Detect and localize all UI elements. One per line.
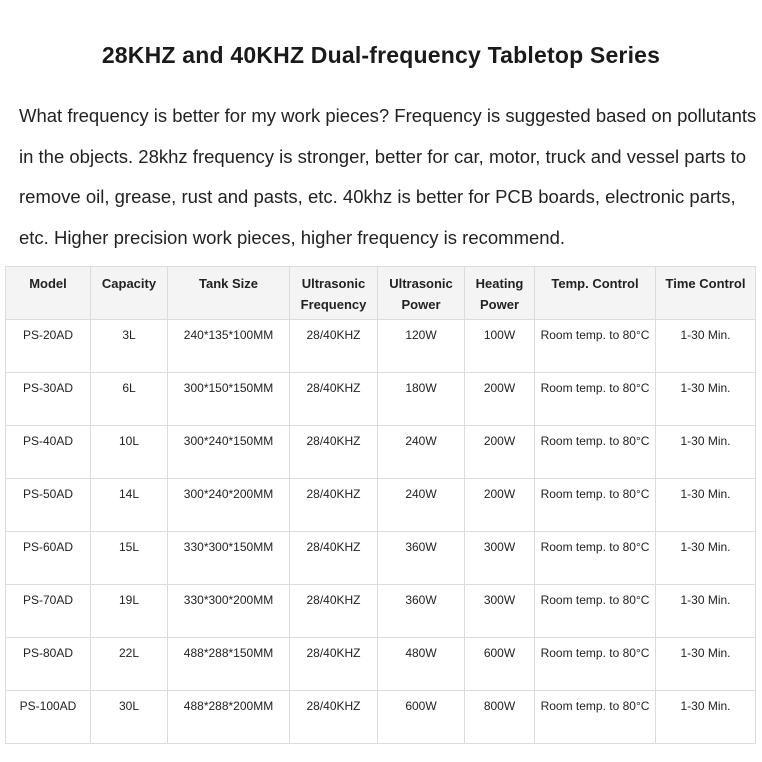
table-cell: 240W [378,426,465,479]
table-cell: 1-30 Min. [656,691,756,744]
column-header: Capacity [91,267,168,320]
table-cell: 480W [378,638,465,691]
table-cell: Room temp. to 80°C [535,320,656,373]
table-cell: 200W [465,479,535,532]
intro-paragraph: What frequency is better for my work pieces? Frequency is suggested based on pollutants in the objects. 28khz frequency is stronger, better for car, motor, truck and vessel parts to remove oil, grease, rust and pasts, etc. 40khz is better for PCB boards, electronic parts, etc. Higher precision work pieces, higher frequency is recommend. [19,105,757,248]
table-cell: 6L [91,373,168,426]
specs-table [5,266,756,744]
table-cell: 19L [91,585,168,638]
table-cell: 1-30 Min. [656,638,756,691]
table-cell: 120W [378,320,465,373]
table-cell: 28/40KHZ [290,532,378,585]
table-cell: PS-60AD [6,532,91,585]
column-header: Ultrasonic Frequency [290,267,378,320]
table-body [6,320,756,744]
table-cell: 28/40KHZ [290,691,378,744]
table-row [6,638,756,691]
table-cell: 28/40KHZ [290,638,378,691]
table-row [6,320,756,373]
column-header: Ultrasonic Power [378,267,465,320]
table-cell: 28/40KHZ [290,320,378,373]
table-cell: 300*240*150MM [168,426,290,479]
table-cell: 1-30 Min. [656,426,756,479]
table-cell: 800W [465,691,535,744]
column-header: Temp. Control [535,267,656,320]
table-cell: 240W [378,479,465,532]
column-header: Tank Size [168,267,290,320]
table-cell: 28/40KHZ [290,373,378,426]
column-header: Heating Power [465,267,535,320]
table-cell: 1-30 Min. [656,373,756,426]
table-cell: 300*150*150MM [168,373,290,426]
table-cell: 300*240*200MM [168,479,290,532]
table-cell: 200W [465,426,535,479]
table-cell: 22L [91,638,168,691]
table-cell: PS-50AD [6,479,91,532]
table-cell: 488*288*150MM [168,638,290,691]
table-cell: 28/40KHZ [290,426,378,479]
table-cell: 14L [91,479,168,532]
table-cell: 28/40KHZ [290,479,378,532]
table-cell: Room temp. to 80°C [535,373,656,426]
table-cell: PS-20AD [6,320,91,373]
table-cell: 15L [91,532,168,585]
table-row [6,585,756,638]
table-cell: PS-70AD [6,585,91,638]
table-cell: 1-30 Min. [656,479,756,532]
table-cell: 360W [378,532,465,585]
table-cell: 240*135*100MM [168,320,290,373]
table-cell: 600W [465,638,535,691]
table-cell: 330*300*150MM [168,532,290,585]
table-cell: Room temp. to 80°C [535,638,656,691]
table-cell: 100W [465,320,535,373]
table-cell: 30L [91,691,168,744]
table-cell: 488*288*200MM [168,691,290,744]
table-cell: Room temp. to 80°C [535,426,656,479]
column-header: Model [6,267,91,320]
table-row [6,426,756,479]
table-cell: 300W [465,585,535,638]
table-cell: 300W [465,532,535,585]
table-cell: 3L [91,320,168,373]
table-cell: 330*300*200MM [168,585,290,638]
table-cell: PS-40AD [6,426,91,479]
table-cell: PS-100AD [6,691,91,744]
table-row [6,479,756,532]
table-cell: 1-30 Min. [656,532,756,585]
table-cell: 28/40KHZ [290,585,378,638]
table-cell: 1-30 Min. [656,585,756,638]
table-cell: 10L [91,426,168,479]
table-cell: Room temp. to 80°C [535,691,656,744]
table-header-row [6,267,756,320]
table-cell: 180W [378,373,465,426]
table-cell: 1-30 Min. [656,320,756,373]
table-cell: Room temp. to 80°C [535,479,656,532]
table-cell: PS-30AD [6,373,91,426]
column-header: Time Control [656,267,756,320]
table-cell: 200W [465,373,535,426]
table-row [6,691,756,744]
page-title: 28KHZ and 40KHZ Dual-frequency Tabletop Series [101,42,661,68]
table-cell: Room temp. to 80°C [535,585,656,638]
table-cell: PS-80AD [6,638,91,691]
table-cell: 600W [378,691,465,744]
table-row [6,532,756,585]
table-row [6,373,756,426]
table-cell: 360W [378,585,465,638]
table-cell: Room temp. to 80°C [535,532,656,585]
